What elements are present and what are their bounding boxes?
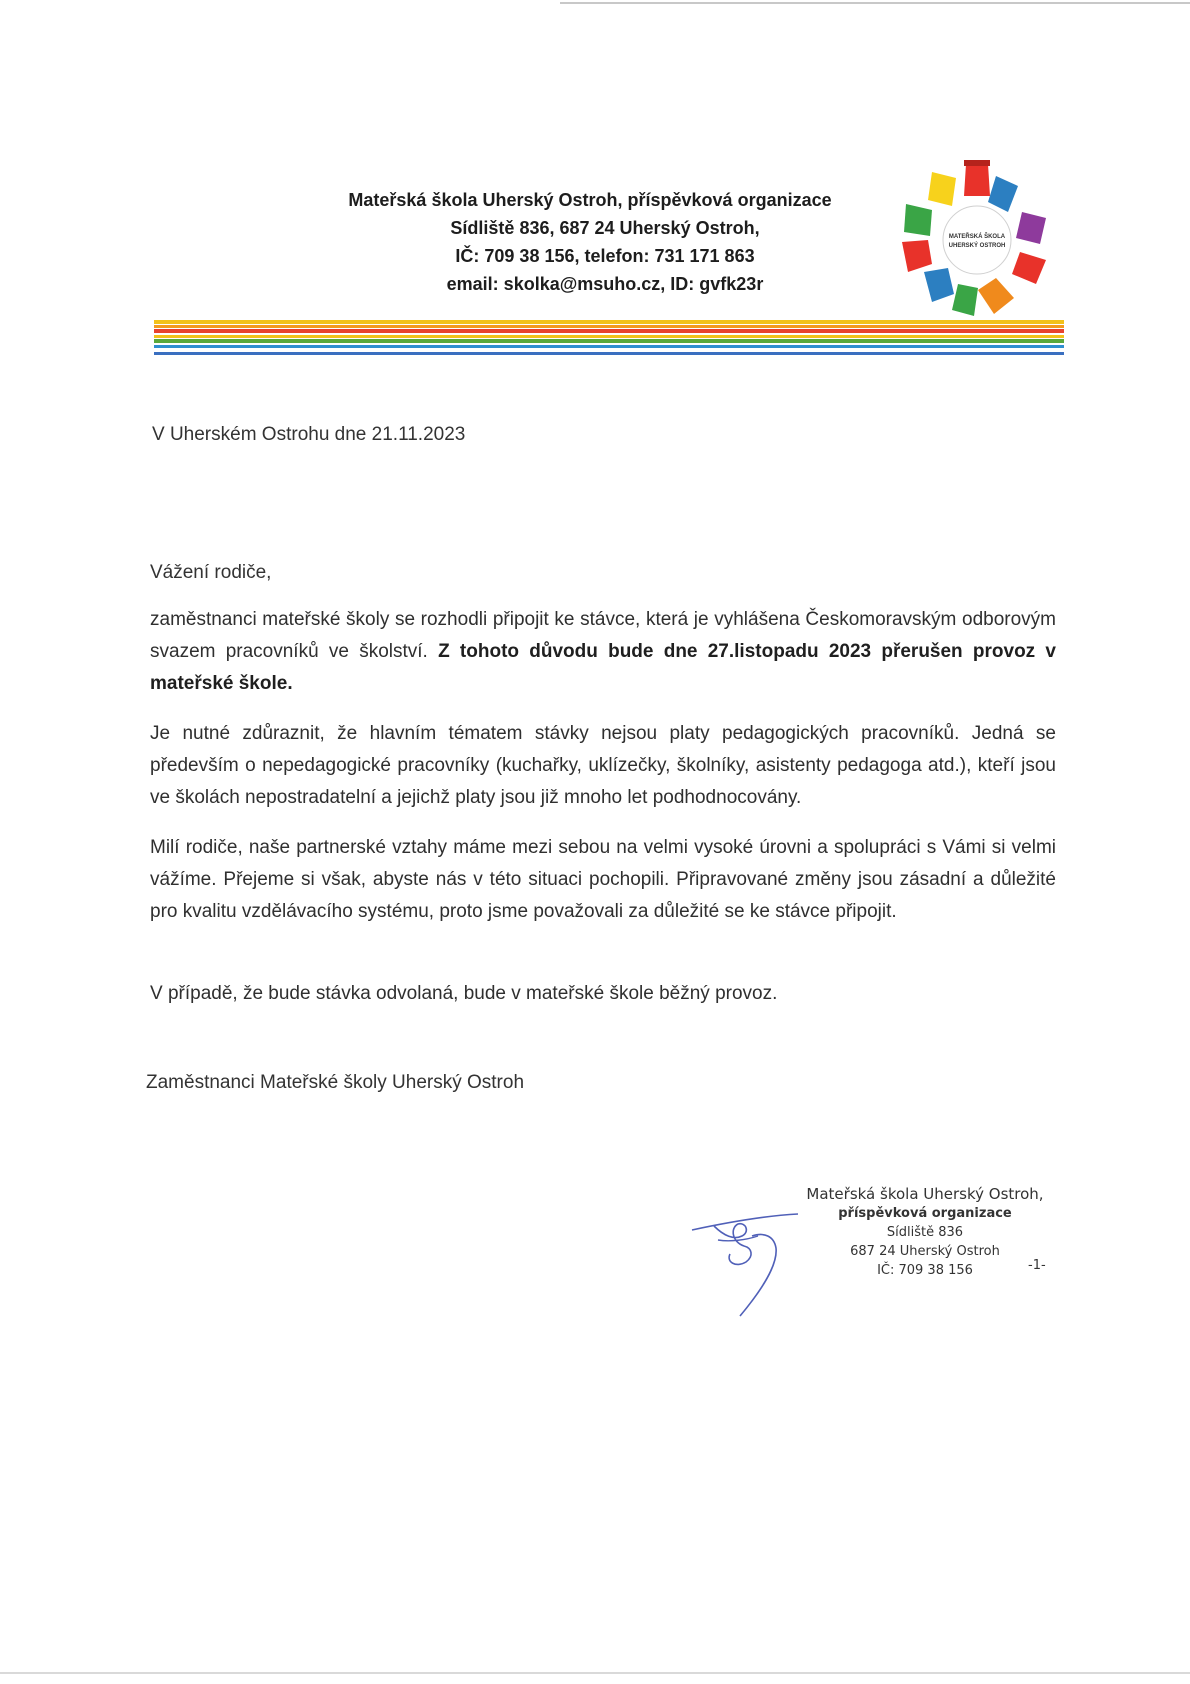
handwritten-signature [690,1196,800,1320]
paragraph-strike-reason: Je nutné zdůraznit, že hlavním tématem stávky nejsou platy pedagogických pracovníků. Jedná se především o nepedagogické pracovníky (kuchařky, uklízečky, školníky, asistenty pedagoga atd.), kteří jsou ve školách nepostradatelní a jejichž platy jsou již mnoho let podhodnocovány. [150,723,1056,808]
paragraph-1-text: zaměstnanci mateřské školy se rozhodli připojit ke stávce, která je vyhlášena Českomoravským odborovým svazem pracovníků ve školství. [150,609,1056,662]
letterhead-email-id: email: skolka@msuho.cz, ID: gvfk23r [446,274,764,294]
paragraph-1-bold: Z tohoto důvodu bude dne 27.listopadu 2023 přerušen provoz v mateřské škole. [150,641,1056,694]
stamp-street: Sídliště 836 [886,1225,964,1240]
logo-text-line1: MATEŘSKÁ ŠKOLA [948,234,1006,240]
letter-salutation: Vážení rodiče, [150,562,272,583]
scan-bottom-edge [0,1672,1190,1674]
scan-edge-line [560,2,1190,4]
stamp-ico: IČ: 709 38 156 [877,1263,973,1278]
rainbow-divider [154,320,1064,358]
paragraph-parents: Milí rodiče, naše partnerské vztahy máme mezi sebou na velmi vysoké úrovni a spolupráci s Vámi si velmi vážíme. Přejeme si však, abyste nás v této situaci pochopili. Připravované změny jsou zásadní a důležité pro kvalitu vzdělávacího systému, proto jsme považovali za důležité se ke stávce připojit. [150,837,1056,922]
letterhead [300,186,910,298]
stamp-organization: příspěvková organizace [838,1206,1012,1221]
official-stamp [790,1184,1060,1280]
logo-text-line2: UHERSKÝ OSTROH [948,243,1006,249]
letter-date: V Uherském Ostrohu dne 21.11.2023 [152,424,466,445]
paragraph-strike-announcement [150,604,1056,700]
paragraph-cancellation: V případě, že bude stávka odvolaná, bude v mateřské škole běžný provoz. [150,983,778,1004]
stamp-school-name: Mateřská škola Uherský Ostroh, [806,1185,1044,1203]
letterhead-school-name: Mateřská škola Uherský Ostroh, příspěvková organizace [348,190,832,210]
school-logo [898,160,1056,318]
page-number: -1- [1028,1258,1046,1273]
letterhead-address: Sídliště 836, 687 24 Uherský Ostroh, [450,218,760,238]
stamp-city: 687 24 Uherský Ostroh [850,1244,1000,1259]
letter-closing: Zaměstnanci Mateřské školy Uherský Ostroh [146,1072,525,1093]
letterhead-ico-phone: IČ: 709 38 156, telefon: 731 171 863 [455,246,755,266]
